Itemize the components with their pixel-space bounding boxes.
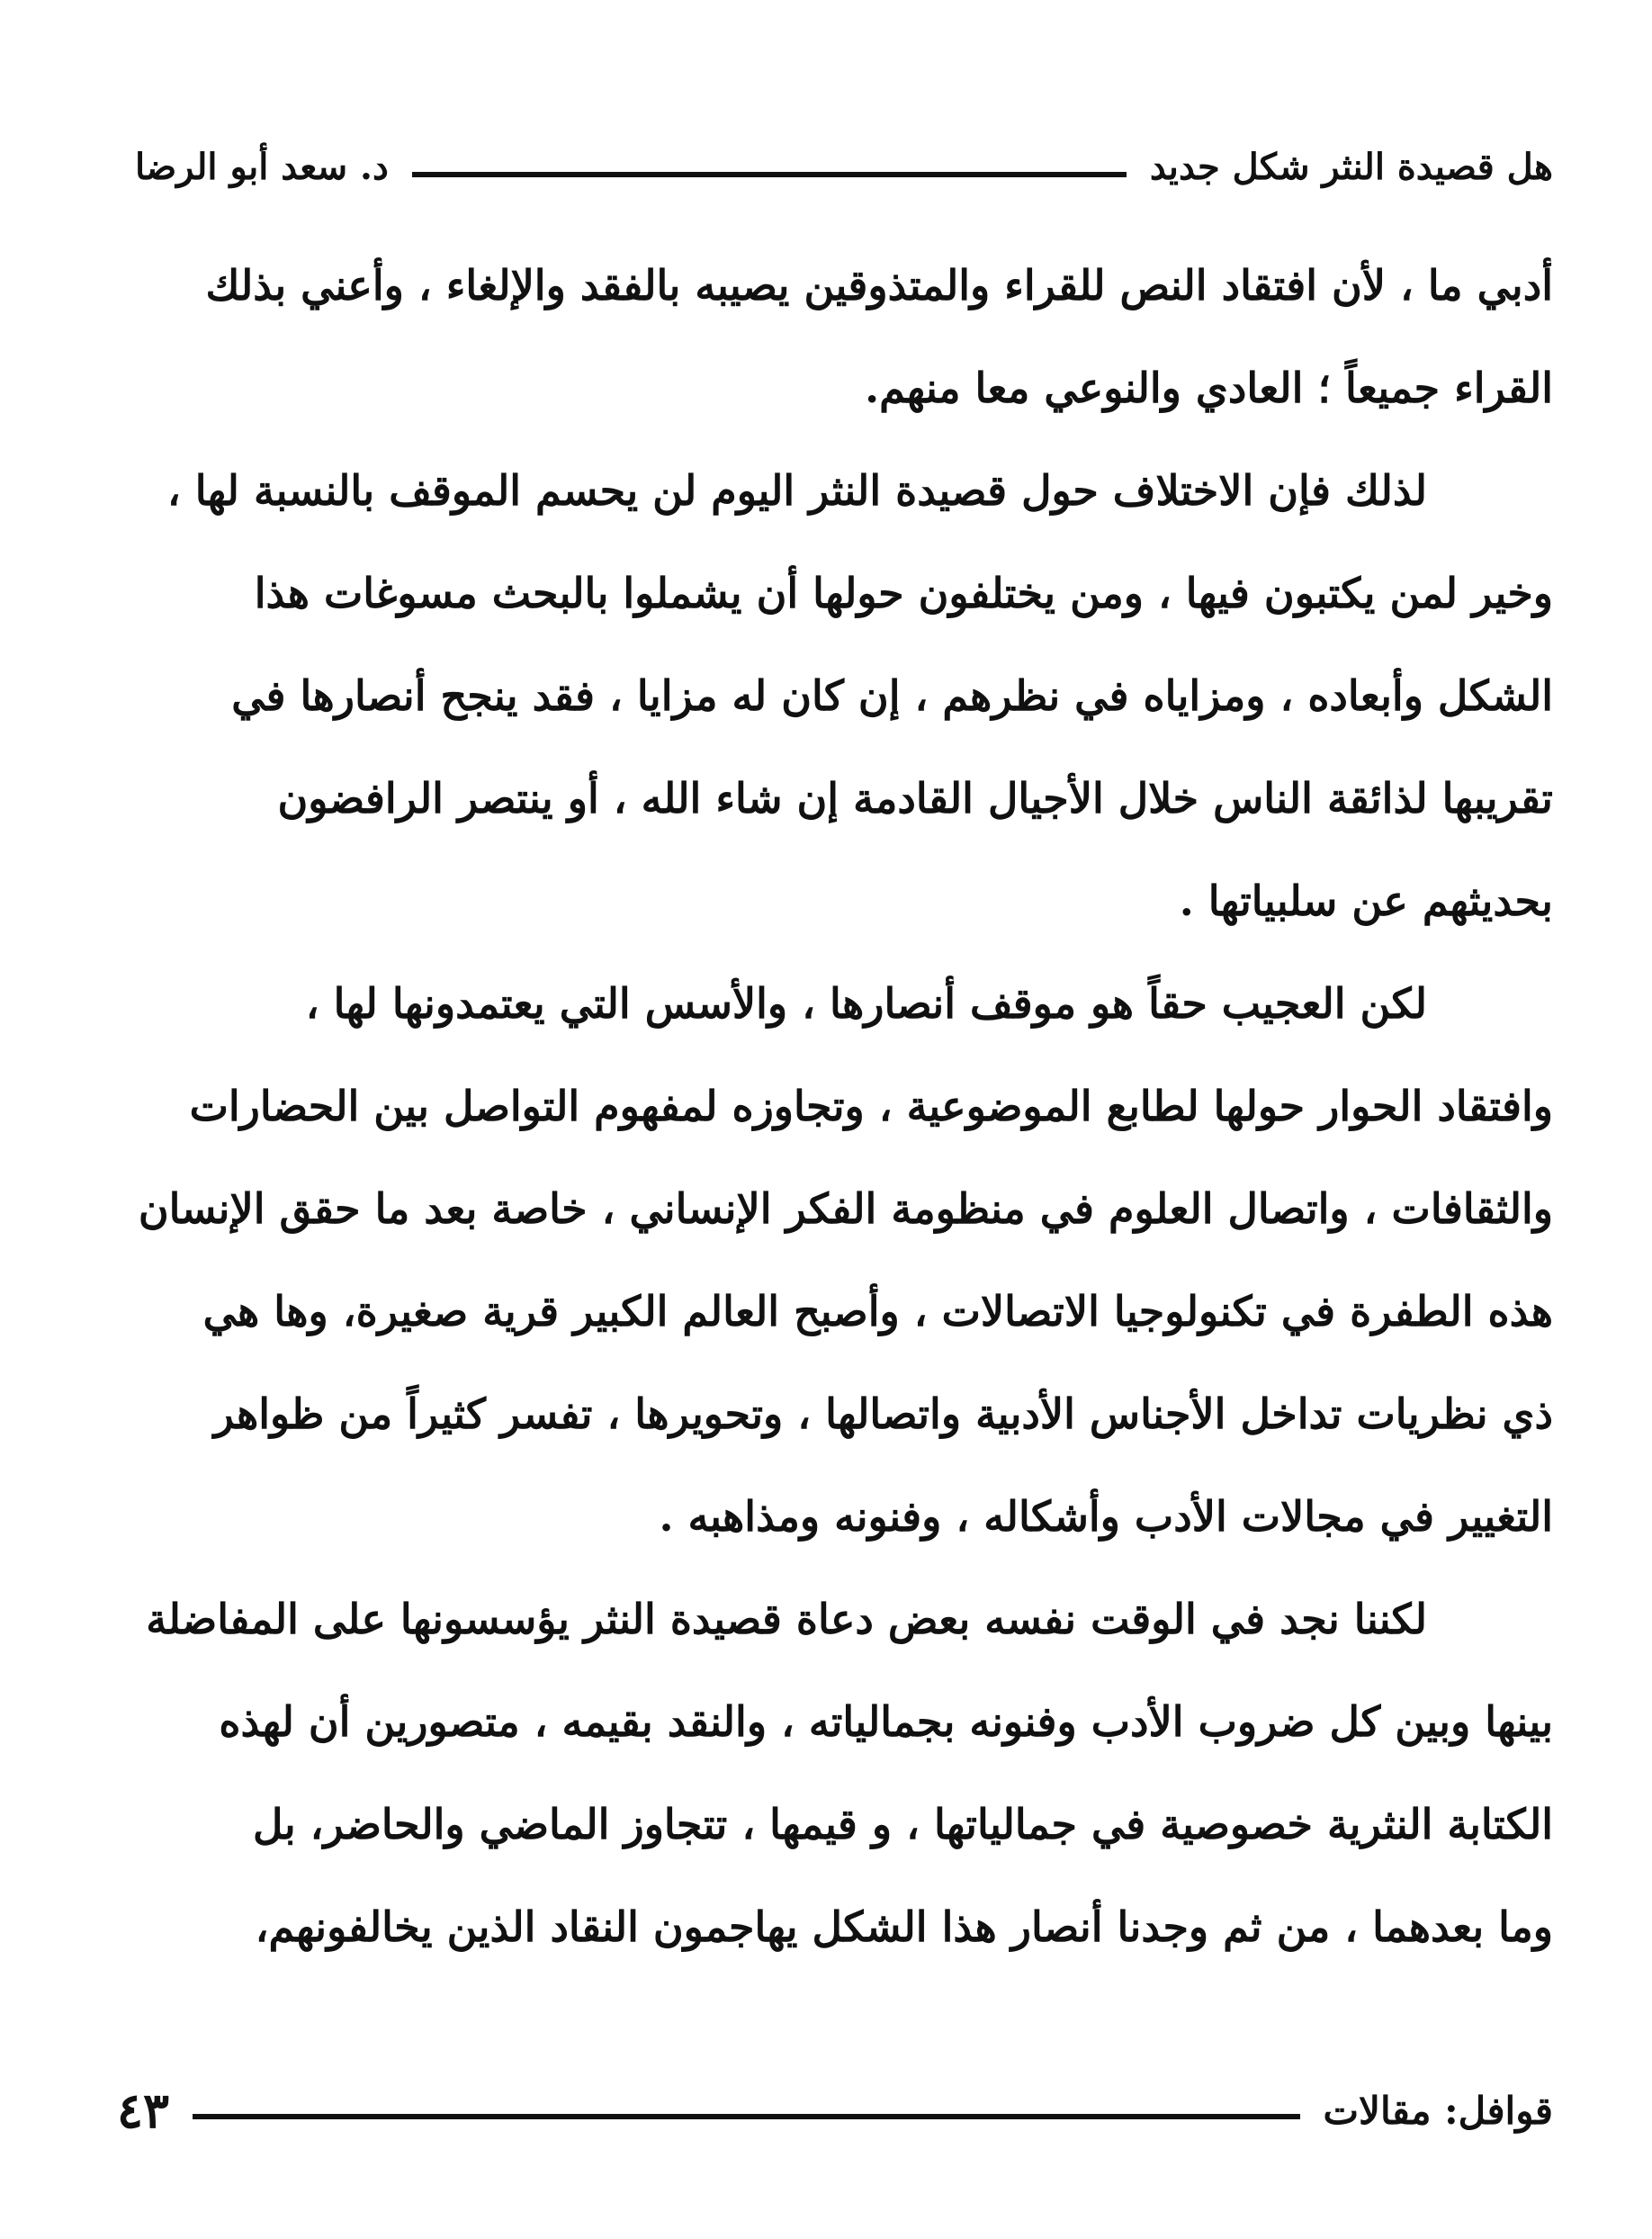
paragraph [110,439,1553,952]
text-line: وما بعدهما ، من ثم وجدنا أنصار هذا الشكل يهاجمون النقاد الذين يخالفونهم، [255,1902,1553,1951]
text-line: لكن العجيب حقاً هو موقف أنصارها ، والأسس التي يعتمدونها لها ، [305,979,1427,1028]
text-line: وخير لمن يكتبون فيها ، ومن يختلفون حولها أن يشملوا بالبحث مسوغات هذا [254,569,1553,617]
header-rule [412,172,1127,177]
text-line: وافتقاد الحوار حولها لطابع الموضوعية ، وتجاوزه لمفهوم التواصل بين الحضارات [189,1082,1553,1130]
text-line: لذلك فإن الاختلاف حول قصيدة النثر اليوم لن يحسم الموقف بالنسبة لها ، [166,466,1427,515]
text-line: لكننا نجد في الوقت نفسه بعض دعاة قصيدة النثر يؤسسونها على المفاضلة [146,1595,1427,1643]
running-footer [117,2074,1553,2146]
header-title: هل قصيدة النثر شكل جديد [1149,145,1553,188]
text-line: تقريبها لذائقة الناس خلال الأجيال القادمة إن شاء الله ، أو ينتصر الرافضون [277,774,1553,823]
body-text [110,234,1553,1978]
text-line: الكتابة النثرية خصوصية في جمالياتها ، و قيمها ، تتجاوز الماضي والحاضر، بل [252,1800,1553,1848]
footer-label: قوافل: مقالات [1323,2088,1553,2133]
text-line: أدبي ما ، لأن افتقاد النص للقراء والمتذوقين يصيبه بالفقد والإلغاء ، وأعني بذلك [205,261,1553,310]
text-line: القراء جميعاً ؛ العادي والنوعي معا منهم. [865,364,1553,412]
header-author: د. سعد أبو الرضا [135,145,389,188]
text-line: بينها وبين كل ضروب الأدب وفنونه بجمالياته ، والنقد بقيمه ، متصورين أن لهذه [219,1697,1553,1746]
text-line: هذه الطفرة في تكنولوجيا الاتصالات ، وأصبح العالم الكبير قرية صغيرة، وها هي [202,1287,1553,1335]
text-line: بحديثهم عن سلبياتها . [1179,877,1553,925]
text-line: التغيير في مجالات الأدب وأشكاله ، وفنونه ومذاهبه . [659,1492,1553,1541]
paragraph [110,952,1553,1568]
text-line: والثقافات ، واتصال العلوم في منظومة الفكر الإنساني ، خاصة بعد ما حقق الإنسان [138,1184,1553,1233]
footer-rule [193,2114,1299,2119]
paragraph [110,1568,1553,1978]
text-line: الشكل وأبعاده ، ومزاياه في نظرهم ، إن كان له مزايا ، فقد ينجح أنصارها في [231,671,1553,720]
paragraph [110,234,1553,439]
running-header [135,135,1553,198]
page-number: ٤٣ [117,2082,170,2139]
text-line: ذي نظريات تداخل الأجناس الأدبية واتصالها ، وتحويرها ، تفسر كثيراً من ظواهر [213,1389,1553,1438]
